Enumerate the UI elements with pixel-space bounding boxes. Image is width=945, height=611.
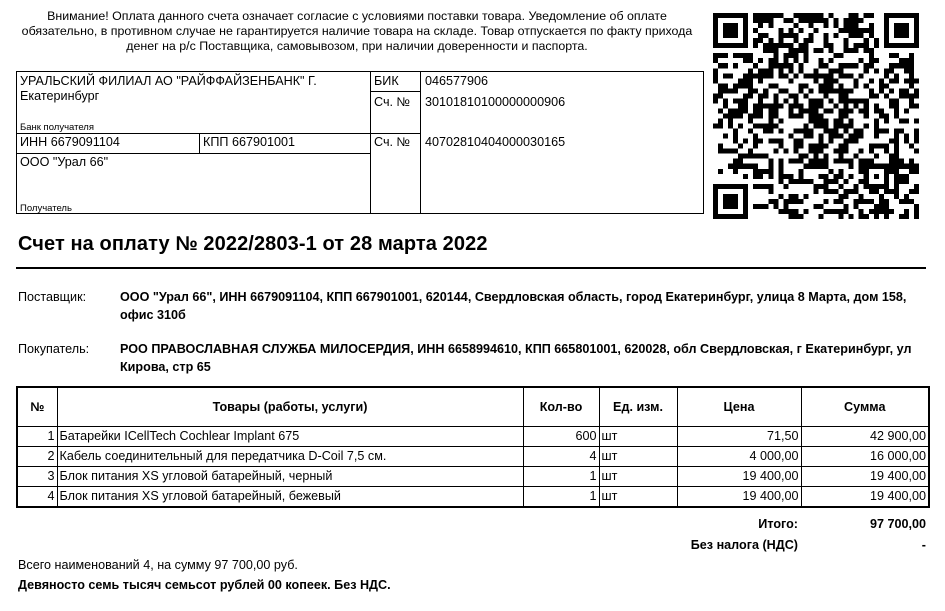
divider (420, 72, 421, 213)
invoice-title: Счет на оплату № 2022/2803-1 от 28 марта 2022 (18, 233, 488, 255)
table-row (17, 467, 929, 487)
cell-price: 71,50 (677, 427, 801, 447)
cell-unit: шт (599, 447, 677, 467)
divider (199, 133, 200, 153)
title-rule (16, 267, 926, 269)
buyer-label: Покупатель: (18, 342, 90, 356)
cell-sum: 16 000,00 (801, 447, 929, 467)
amount-in-words: Девяносто семь тысяч семьсот рублей 00 копеек. Без НДС. (18, 578, 391, 592)
cell-price: 19 400,00 (677, 467, 801, 487)
bik-label: БИК (374, 74, 399, 88)
vat-value: - (921, 538, 926, 552)
cell-sum: 42 900,00 (801, 427, 929, 447)
table-row (17, 427, 929, 447)
cell-qty: 4 (523, 447, 599, 467)
col-header-number: № (17, 387, 57, 427)
bank-caption: Банк получателя (20, 122, 94, 133)
cell-goods: Кабель соединительный для передатчика D-Coil 7,5 см. (57, 447, 523, 467)
account-value: 40702810404000030165 (425, 135, 566, 149)
cell-qty: 1 (523, 467, 599, 487)
qr-modules (713, 13, 919, 219)
buyer-details: РОО ПРАВОСЛАВНАЯ СЛУЖБА МИЛОСЕРДИЯ, ИНН 6658994610, КПП 665801001, 620028, обл Свердловская, г Екатеринбург, ул Кирова, стр 65 (120, 342, 912, 374)
cell-price: 4 000,00 (677, 447, 801, 467)
account-label: Сч. № (374, 135, 411, 149)
col-header-goods: Товары (работы, услуги) (57, 387, 523, 427)
corr-account-label: Сч. № (374, 95, 411, 109)
divider (370, 72, 371, 213)
divider (371, 91, 420, 92)
total-value: 97 700,00 (869, 517, 926, 531)
supplier-label: Поставщик: (18, 290, 87, 304)
cell-qty: 600 (523, 427, 599, 447)
divider (17, 133, 420, 134)
items-table (16, 386, 930, 508)
col-header-qty: Кол-во (523, 387, 599, 427)
col-header-unit: Ед. изм. (599, 387, 677, 427)
kpp-value: КПП 667901001 (203, 135, 295, 149)
bank-requisites-table (16, 71, 704, 214)
table-row (17, 487, 929, 508)
recipient-name: ООО "Урал 66" (20, 155, 109, 169)
payment-notice: Внимание! Оплата данного счета означает согласие с условиями поставки товара. Уведомление об оплате обязательно, в противном случае не гарантируется наличие товара на складе. Товар отпускается по факту прихода денег на р/с Поставщика, самовывозом, при наличии доверенности и паспорта. (21, 9, 693, 53)
table-row (17, 447, 929, 467)
col-header-sum: Сумма (801, 387, 929, 427)
recipient-caption: Получатель (20, 203, 72, 214)
cell-number: 1 (17, 427, 57, 447)
bank-name-line2: Екатеринбург (20, 89, 100, 103)
items-summary: Всего наименований 4, на сумму 97 700,00 руб. (18, 558, 298, 572)
cell-unit: шт (599, 427, 677, 447)
bik-value: 046577906 (425, 74, 489, 88)
cell-price: 19 400,00 (677, 487, 801, 508)
qr-code-icon (713, 13, 919, 219)
supplier-details: ООО "Урал 66", ИНН 6679091104, КПП 667901001, 620144, Свердловская область, город Екатеринбург, улица 8 Марта, дом 158, офис 310б (120, 290, 907, 322)
cell-goods: Батарейки ICellTech Cochlear Implant 675 (57, 427, 523, 447)
cell-sum: 19 400,00 (801, 467, 929, 487)
cell-number: 4 (17, 487, 57, 508)
cell-qty: 1 (523, 487, 599, 508)
bank-name-line1: УРАЛЬСКИЙ ФИЛИАЛ АО "РАЙФФАЙЗЕНБАНК" Г. (20, 74, 317, 88)
inn-value: ИНН 6679091104 (20, 135, 120, 149)
total-label: Итого: (758, 517, 798, 531)
cell-unit: шт (599, 467, 677, 487)
cell-unit: шт (599, 487, 677, 508)
corr-account-value: 30101810100000000906 (425, 95, 566, 109)
cell-number: 2 (17, 447, 57, 467)
cell-sum: 19 400,00 (801, 487, 929, 508)
col-header-price: Цена (677, 387, 801, 427)
cell-goods: Блок питания XS угловой батарейный, бежевый (57, 487, 523, 508)
cell-number: 3 (17, 467, 57, 487)
divider (17, 153, 370, 154)
table-header-row (17, 387, 929, 427)
vat-label: Без налога (НДС) (690, 538, 798, 552)
cell-goods: Блок питания XS угловой батарейный, черный (57, 467, 523, 487)
